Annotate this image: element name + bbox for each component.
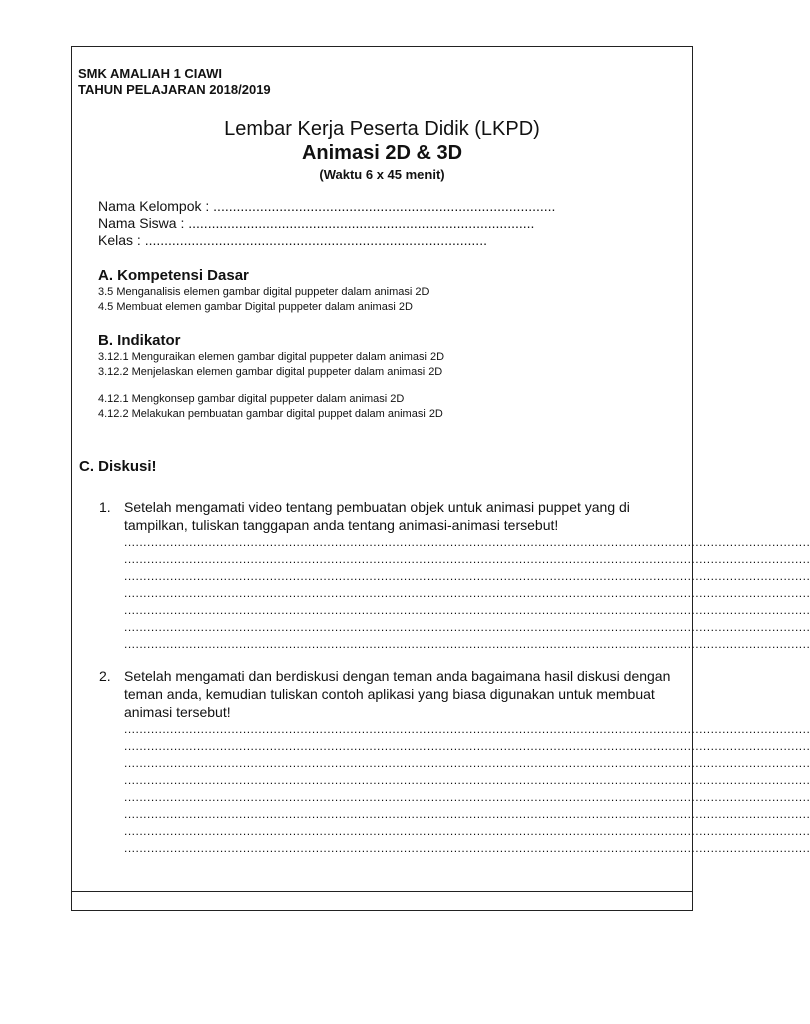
diskusi-heading: C. Diskusi!: [79, 458, 157, 475]
question-number: 2.: [99, 668, 111, 684]
question-number: 1.: [99, 499, 111, 515]
footer-divider: [72, 891, 692, 892]
worksheet-frame: [71, 46, 810, 911]
answer-line[interactable]: ...................................................................................................................................................................................: [124, 841, 810, 855]
question-text: Setelah mengamati video tentang pembuatan objek untuk animasi puppet yang di tampilkan, tuliskan tanggapan anda tentang animasi-animasi tersebut!: [124, 499, 630, 533]
answer-line[interactable]: ...................................................................................................................................................................................: [124, 637, 810, 651]
worksheet-title: Lembar Kerja Peserta Didik (LKPD): [224, 118, 540, 140]
student-name-field: Nama Siswa : .........................................................................................: [98, 215, 535, 231]
academic-year: TAHUN PELAJARAN 2018/2019: [78, 82, 271, 97]
answer-line[interactable]: ...................................................................................................................................................................................: [124, 807, 810, 821]
answer-lines: [124, 534, 810, 653]
title-block: [72, 117, 692, 183]
class-field: Kelas : ........................................................................................: [98, 232, 487, 248]
question-1: [99, 498, 810, 653]
answer-line[interactable]: ...................................................................................................................................................................................: [124, 620, 810, 634]
indikator-item: 3.12.1 Menguraikan elemen gambar digital puppeter dalam animasi 2D: [98, 351, 445, 363]
school-name: SMK AMALIAH 1 CIAWI: [78, 66, 222, 81]
worksheet-subject: Animasi 2D & 3D: [301, 142, 463, 164]
answer-line[interactable]: ...................................................................................................................................................................................: [124, 824, 810, 838]
answer-line[interactable]: ...................................................................................................................................................................................: [124, 535, 810, 549]
answer-line[interactable]: ...................................................................................................................................................................................: [124, 569, 810, 583]
indikator-heading: B. Indikator: [98, 332, 181, 349]
question-2: [99, 667, 810, 857]
kompetensi-item: 3.5 Menganalisis elemen gambar digital puppeter dalam animasi 2D: [98, 286, 430, 298]
answer-line[interactable]: ...................................................................................................................................................................................: [124, 586, 810, 600]
answer-line[interactable]: ...................................................................................................................................................................................: [124, 552, 810, 566]
answer-lines: [124, 721, 810, 857]
answer-line[interactable]: ...................................................................................................................................................................................: [124, 739, 810, 753]
kompetensi-section: [98, 267, 429, 315]
answer-line[interactable]: ...................................................................................................................................................................................: [124, 722, 810, 736]
kompetensi-item: 4.5 Membuat elemen gambar Digital puppeter dalam animasi 2D: [98, 301, 413, 313]
school-header: [78, 66, 271, 98]
answer-line[interactable]: ...................................................................................................................................................................................: [124, 756, 810, 770]
answer-line[interactable]: ...................................................................................................................................................................................: [124, 773, 810, 787]
indikator-section: [98, 332, 444, 422]
kompetensi-heading: A. Kompetensi Dasar: [98, 267, 249, 284]
answer-line[interactable]: ...................................................................................................................................................................................: [124, 790, 810, 804]
indikator-item: 4.12.1 Mengkonsep gambar digital puppeter dalam animasi 2D: [98, 393, 405, 405]
question-text: Setelah mengamati dan berdiskusi dengan teman anda bagaimana hasil diskusi dengan teman anda, kemudian tuliskan contoh aplikasi yang biasa digunakan untuk membuat animasi tersebut!: [124, 668, 671, 720]
indikator-item: 4.12.2 Melakukan pembuatan gambar digital puppet dalam animasi 2D: [98, 408, 443, 420]
identity-fields: [98, 198, 555, 249]
worksheet-duration: (Waktu 6 x 45 menit): [319, 167, 445, 182]
indikator-item: 3.12.2 Menjelaskan elemen gambar digital puppeter dalam animasi 2D: [98, 366, 443, 378]
answer-line[interactable]: ...................................................................................................................................................................................: [124, 603, 810, 617]
group-name-field: Nama Kelompok : ........................................................................................: [98, 198, 556, 214]
